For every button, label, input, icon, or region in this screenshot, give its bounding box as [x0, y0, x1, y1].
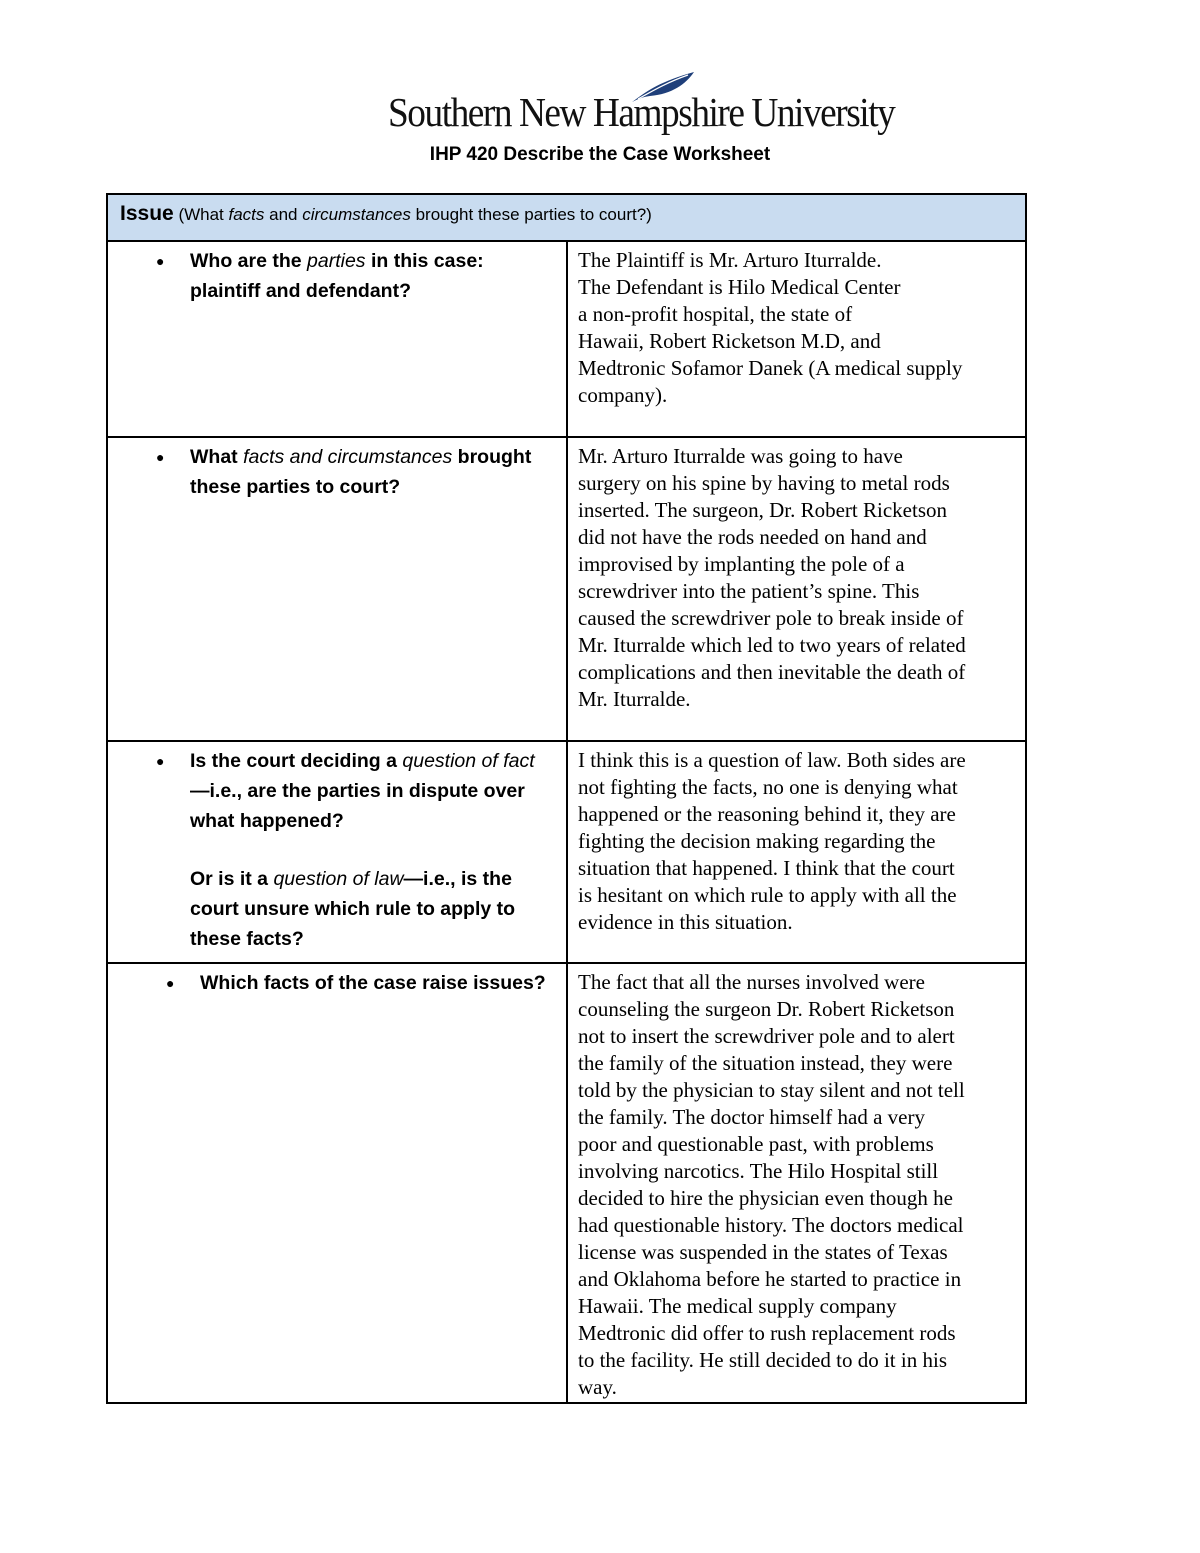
answer-line: situation that happened. I think that the court: [578, 856, 955, 880]
answer-line: evidence in this situation.: [578, 910, 793, 934]
question-text: plaintiff and defendant?: [190, 280, 411, 302]
answer-cell: [567, 741, 1026, 963]
issue-label: Issue: [120, 202, 174, 225]
university-logo: [388, 70, 895, 136]
answer-line: Mr. Arturo Iturralde was going to have: [578, 444, 903, 468]
question-emph: question of fact: [402, 750, 535, 772]
answer-line: company).: [578, 383, 668, 407]
issue-facts-emph: facts: [228, 205, 265, 224]
answer-line: surgery on his spine by having to metal rods: [578, 471, 950, 495]
answer-line: decided to hire the physician even though he: [578, 1186, 953, 1210]
answer-line: happened or the reasoning behind it, they are: [578, 802, 956, 826]
issue-text-part: brought these parties to court?): [410, 205, 652, 224]
answer-line: way.: [578, 1375, 617, 1399]
answer-line: the family. The doctor himself had a very: [578, 1105, 925, 1129]
answer-line: did not have the rods needed on hand and: [578, 525, 927, 549]
answer-line: Medtronic Sofamor Danek (A medical supply: [578, 356, 963, 380]
table-row: [107, 241, 1026, 437]
answer-line: had questionable history. The doctors medical: [578, 1213, 964, 1237]
question-cell: [107, 241, 567, 437]
answer-line: and Oklahoma before he started to practice in: [578, 1267, 962, 1291]
bullet-icon: ●: [156, 753, 165, 769]
answer-line: counseling the surgeon Dr. Robert Ricketson: [578, 997, 955, 1021]
question-text: brought: [452, 446, 532, 468]
question-text: these parties to court?: [190, 476, 401, 498]
question-text: in this case:: [365, 250, 484, 272]
answer-line: The fact that all the nurses involved were: [578, 970, 925, 994]
issue-text-part: and: [264, 205, 303, 224]
question-cell: [107, 741, 567, 963]
answer-line: Hawaii. The medical supply company: [578, 1294, 897, 1318]
answer-cell: [567, 437, 1026, 741]
answer-line: complications and then inevitable the death of: [578, 660, 966, 684]
answer-line: Mr. Iturralde.: [578, 687, 691, 711]
question-text: these facts?: [190, 928, 304, 950]
table-row: [107, 741, 1026, 963]
answer-line: Medtronic did offer to rush replacement rods: [578, 1321, 956, 1345]
answer-line: the family of the situation instead, they were: [578, 1051, 953, 1075]
question-text: What: [190, 446, 244, 468]
answer-line: is hesitant on which rule to apply with all the: [578, 883, 957, 907]
answer-line: to the facility. He still decided to do it in his: [578, 1348, 947, 1372]
question-emph: question of law: [273, 868, 404, 890]
answer-line: improvised by implanting the pole of a: [578, 552, 905, 576]
table-row: [107, 437, 1026, 741]
answer-line: not fighting the facts, no one is denying what: [578, 775, 958, 799]
bullet-icon: ●: [156, 253, 165, 269]
issue-circumstances-emph: circumstances: [302, 205, 411, 224]
question-text: —i.e., is the: [403, 868, 512, 890]
question-emph: facts and circumstances: [243, 446, 453, 468]
question-text: court unsure which rule to apply to: [190, 898, 516, 920]
question-text: Who are the: [190, 250, 308, 272]
answer-line: involving narcotics. The Hilo Hospital still: [578, 1159, 939, 1183]
issue-text-part: (What: [178, 205, 229, 224]
answer-line: The Defendant is Hilo Medical Center: [578, 275, 901, 299]
answer-line: screwdriver into the patient’s spine. This: [578, 579, 920, 603]
worksheet-title: IHP 420 Describe the Case Worksheet: [429, 144, 771, 165]
answer-line: not to insert the screwdriver pole and to alert: [578, 1024, 955, 1048]
table-row: [107, 963, 1026, 1403]
question-text: Is the court deciding a: [190, 750, 403, 772]
answer-cell: [567, 241, 1026, 437]
answer-line: fighting the decision making regarding the: [578, 829, 936, 853]
question-text: —i.e., are the parties in dispute over: [190, 780, 525, 802]
answer-line: Mr. Iturralde which led to two years of related: [578, 633, 966, 657]
question-text: Or is it a: [190, 868, 274, 890]
question-text: Which facts of the case raise issues?: [200, 972, 546, 994]
answer-line: told by the physician to stay silent and not tell: [578, 1078, 965, 1102]
university-name: Southern New Hampshire University: [388, 89, 895, 135]
bullet-icon: ●: [166, 975, 175, 991]
answer-line: inserted. The surgeon, Dr. Robert Ricketson: [578, 498, 947, 522]
answer-cell: [567, 963, 1026, 1403]
answer-line: Hawaii, Robert Ricketson M.D, and: [578, 329, 881, 353]
question-emph: parties: [307, 250, 366, 272]
answer-line: a non-profit hospital, the state of: [578, 302, 853, 326]
answer-line: The Plaintiff is Mr. Arturo Iturralde.: [578, 248, 882, 272]
answer-line: I think this is a question of law. Both sides are: [578, 748, 966, 772]
question-text: what happened?: [190, 810, 344, 832]
question-cell: [107, 963, 567, 1403]
case-worksheet-table: [106, 193, 1027, 1404]
answer-line: caused the screwdriver pole to break inside of: [578, 606, 964, 630]
issue-header-cell: [107, 194, 1026, 241]
question-cell: [107, 437, 567, 741]
answer-line: poor and questionable past, with problems: [578, 1132, 934, 1156]
bullet-icon: ●: [156, 449, 165, 465]
table-header-row: [107, 194, 1026, 241]
answer-line: license was suspended in the states of Texas: [578, 1240, 948, 1264]
